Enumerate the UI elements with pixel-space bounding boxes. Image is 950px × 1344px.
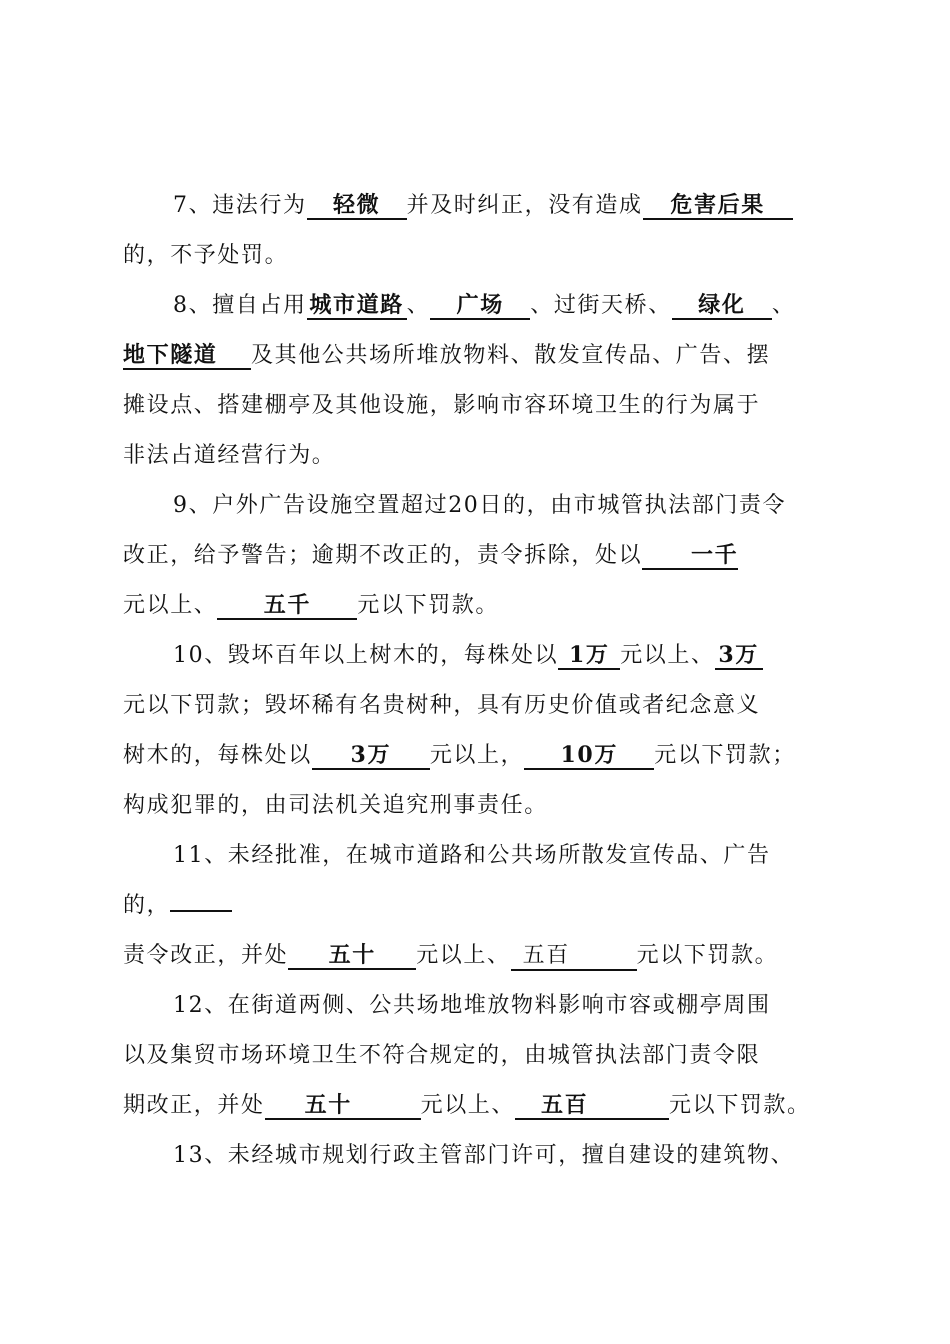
item-10-line-1 <box>123 631 838 681</box>
item-9-blank-1: 一千 <box>642 542 738 570</box>
item-11-blank-2: 五百 <box>511 943 637 971</box>
item-10-blank-4: 10万 <box>524 742 654 770</box>
item-8-text-1: 及其他公共场所堆放物料、散发宣传品、广告、摆 <box>251 343 771 368</box>
item-9-text-1: 9、户外广告设施空置超过20日的，由市城管执法部门责令 <box>173 493 787 518</box>
item-10-line-3 <box>123 731 838 781</box>
item-8-text-2: 摊设点、搭建棚亭及其他设施，影响市容环境卫生的行为属于 <box>123 393 761 418</box>
item-10-prefix-3: 树木的，每株处以 <box>123 743 312 768</box>
item-10-line-4 <box>123 781 838 831</box>
item-7-line-1 <box>123 181 838 231</box>
item-11-suffix: 元以下罚款。 <box>636 943 779 968</box>
document-body <box>123 181 838 1181</box>
item-11-text-2: 的， <box>123 893 171 918</box>
item-12-prefix-3: 期改正，并处 <box>123 1093 265 1118</box>
item-7-suffix: 的，不予处罚。 <box>123 243 289 268</box>
item-10-mid-3: 元以上， <box>429 743 525 768</box>
item-9-blank-2: 五千 <box>217 592 357 620</box>
item-11-blank-1: 五十 <box>288 942 416 970</box>
item-8-line-3 <box>123 381 838 431</box>
item-8-mid: 、过街天桥、 <box>530 293 672 318</box>
item-10-blank-1: 1万 <box>558 642 620 670</box>
item-7-mid: 并及时纠正，没有造成 <box>406 193 643 218</box>
item-8-sep-2: 、 <box>771 293 796 318</box>
item-7-blank-2: 危害后果 <box>643 192 793 220</box>
item-7-blank-1: 轻微 <box>307 192 407 220</box>
item-11-line-3 <box>123 931 838 981</box>
item-12-line-3 <box>123 1081 838 1131</box>
item-11-mid: 元以上、 <box>416 943 511 968</box>
item-11-line-1 <box>123 831 838 881</box>
item-12-text-1: 12、在街道两侧、公共场地堆放物料影响市容或棚亭周围 <box>173 993 771 1018</box>
item-8-line-1 <box>123 281 838 331</box>
item-13-text-1: 13、未经城市规划行政主管部门许可，擅自建设的建筑物、 <box>173 1143 795 1168</box>
item-10-line-2 <box>123 681 838 731</box>
item-8-text-3: 非法占道经营行为。 <box>123 443 336 468</box>
item-8-blank-2: 广场 <box>430 292 530 320</box>
item-7-prefix: 7、违法行为 <box>173 193 307 218</box>
item-12-mid: 元以上、 <box>420 1093 516 1118</box>
item-11-empty-blank <box>170 910 232 912</box>
item-11-text-1: 11、未经批准，在城市道路和公共场所散发宣传品、广告 <box>173 843 771 868</box>
item-8-blank-1: 城市道路 <box>307 292 407 320</box>
item-12-suffix: 元以下罚款。 <box>669 1093 811 1118</box>
item-8-blank-4: 地下隧道 <box>123 342 251 370</box>
item-7-line-2 <box>123 231 838 281</box>
item-9-suffix: 元以下罚款。 <box>357 593 500 618</box>
item-12-line-2 <box>123 1031 838 1081</box>
item-9-line-2 <box>123 531 838 581</box>
item-11-prefix-3: 责令改正，并处 <box>123 943 289 968</box>
item-12-blank-2: 五百 <box>515 1092 669 1120</box>
item-10-suffix-3: 元以下罚款； <box>654 743 796 768</box>
item-12-line-1 <box>123 981 838 1031</box>
item-8-line-2 <box>123 331 838 381</box>
item-10-text-2: 元以下罚款；毁坏稀有名贵树种，具有历史价值或者纪念意义 <box>123 693 761 718</box>
item-11-line-2 <box>123 881 838 931</box>
item-10-text-4: 构成犯罪的，由司法机关追究刑事责任。 <box>123 793 548 818</box>
item-12-blank-1: 五十 <box>265 1092 421 1120</box>
item-10-blank-3: 3万 <box>312 742 430 770</box>
item-9-text-2: 改正，给予警告；逾期不改正的，责令拆除，处以 <box>123 543 643 568</box>
item-9-line-1 <box>123 481 838 531</box>
item-10-mid: 元以上、 <box>620 643 715 668</box>
item-8-sep-1: 、 <box>406 293 431 318</box>
item-8-line-4 <box>123 431 838 481</box>
item-8-blank-3: 绿化 <box>672 292 772 320</box>
item-8-prefix: 8、擅自占用 <box>173 293 307 318</box>
item-13-line-1 <box>123 1131 838 1181</box>
item-9-line-3 <box>123 581 838 631</box>
item-9-prefix-3: 元以上、 <box>123 593 218 618</box>
item-10-blank-2: 3万 <box>715 642 763 670</box>
item-12-text-2: 以及集贸市场环境卫生不符合规定的，由城管执法部门责令限 <box>123 1043 761 1068</box>
item-10-prefix: 10、毁坏百年以上树木的，每株处以 <box>173 643 559 668</box>
